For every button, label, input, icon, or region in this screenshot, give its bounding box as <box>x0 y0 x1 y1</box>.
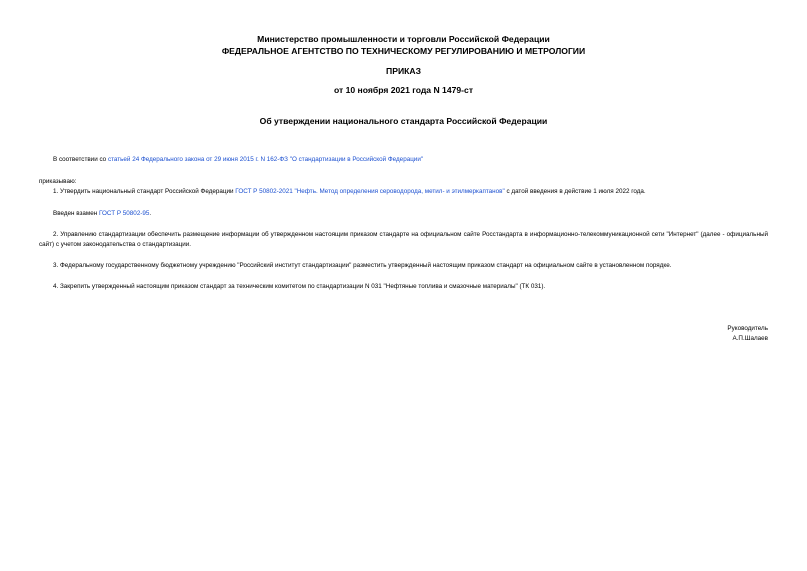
law-article-link[interactable]: статьей 24 Федерального закона от 29 июня 2015 г. N 162-ФЗ "О стандартизации в Российской Федерации" <box>107 156 424 163</box>
item-4-paragraph: 4. Закрепить утвержденный настоящим приказом стандарт за техническим комитетом по стандартизации N 031 "Нефтяные топлива и смазочные материалы" (ТК 031). <box>53 283 546 290</box>
order-title: ПРИКАЗ <box>386 66 421 76</box>
item-1-paragraph <box>39 187 768 197</box>
order-word: приказываю: <box>39 178 77 185</box>
document-header <box>0 33 807 57</box>
item-1-suffix: с датой введения в действие 1 июля 2022 года. <box>504 188 646 195</box>
preamble-prefix: В соответствии со <box>53 156 108 163</box>
item-3-paragraph: 3. Федеральному государственному бюджетному учреждению "Российский институт стандартизации" разместить утвержденный настоящим приказом стандарт на официальном сайте в установленном порядке. <box>53 262 672 269</box>
preamble-paragraph <box>39 155 768 165</box>
ministry-name: Министерство промышленности и торговли Российской Федерации <box>257 34 550 44</box>
order-subject: Об утверждении национального стандарта Российской Федерации <box>259 116 548 126</box>
signature-role: Руководитель <box>727 325 768 332</box>
agency-name: ФЕДЕРАЛЬНОЕ АГЕНТСТВО ПО ТЕХНИЧЕСКОМУ РЕГУЛИРОВАНИЮ И МЕТРОЛОГИИ <box>221 46 586 56</box>
replaced-suffix: . <box>149 210 152 217</box>
replaced-prefix: Введен взамен <box>53 210 99 217</box>
gost-50802-95-link[interactable]: ГОСТ Р 50802-95 <box>98 210 150 217</box>
order-date: от 10 ноября 2021 года N 1479-ст <box>333 85 474 95</box>
item-2-paragraph: 2. Управлению стандартизации обеспечить размещение информации об утвержденном настоящим приказом стандарте на официальном сайте Росстандарта в информационно-телекоммуникационной сети "Интернет" (далее - официальный сайт) с учетом законодательства о стандартизации. <box>39 231 768 248</box>
item-1-prefix: 1. Утвердить национальный стандарт Российской Федерации <box>53 188 236 195</box>
replaced-paragraph <box>39 209 768 219</box>
gost-50802-2021-link[interactable]: ГОСТ Р 50802-2021 "Нефть. Метод определения сероводорода, метил- и этилмеркаптанов" <box>235 188 505 195</box>
signature-name: А.П.Шалаев <box>732 335 768 342</box>
